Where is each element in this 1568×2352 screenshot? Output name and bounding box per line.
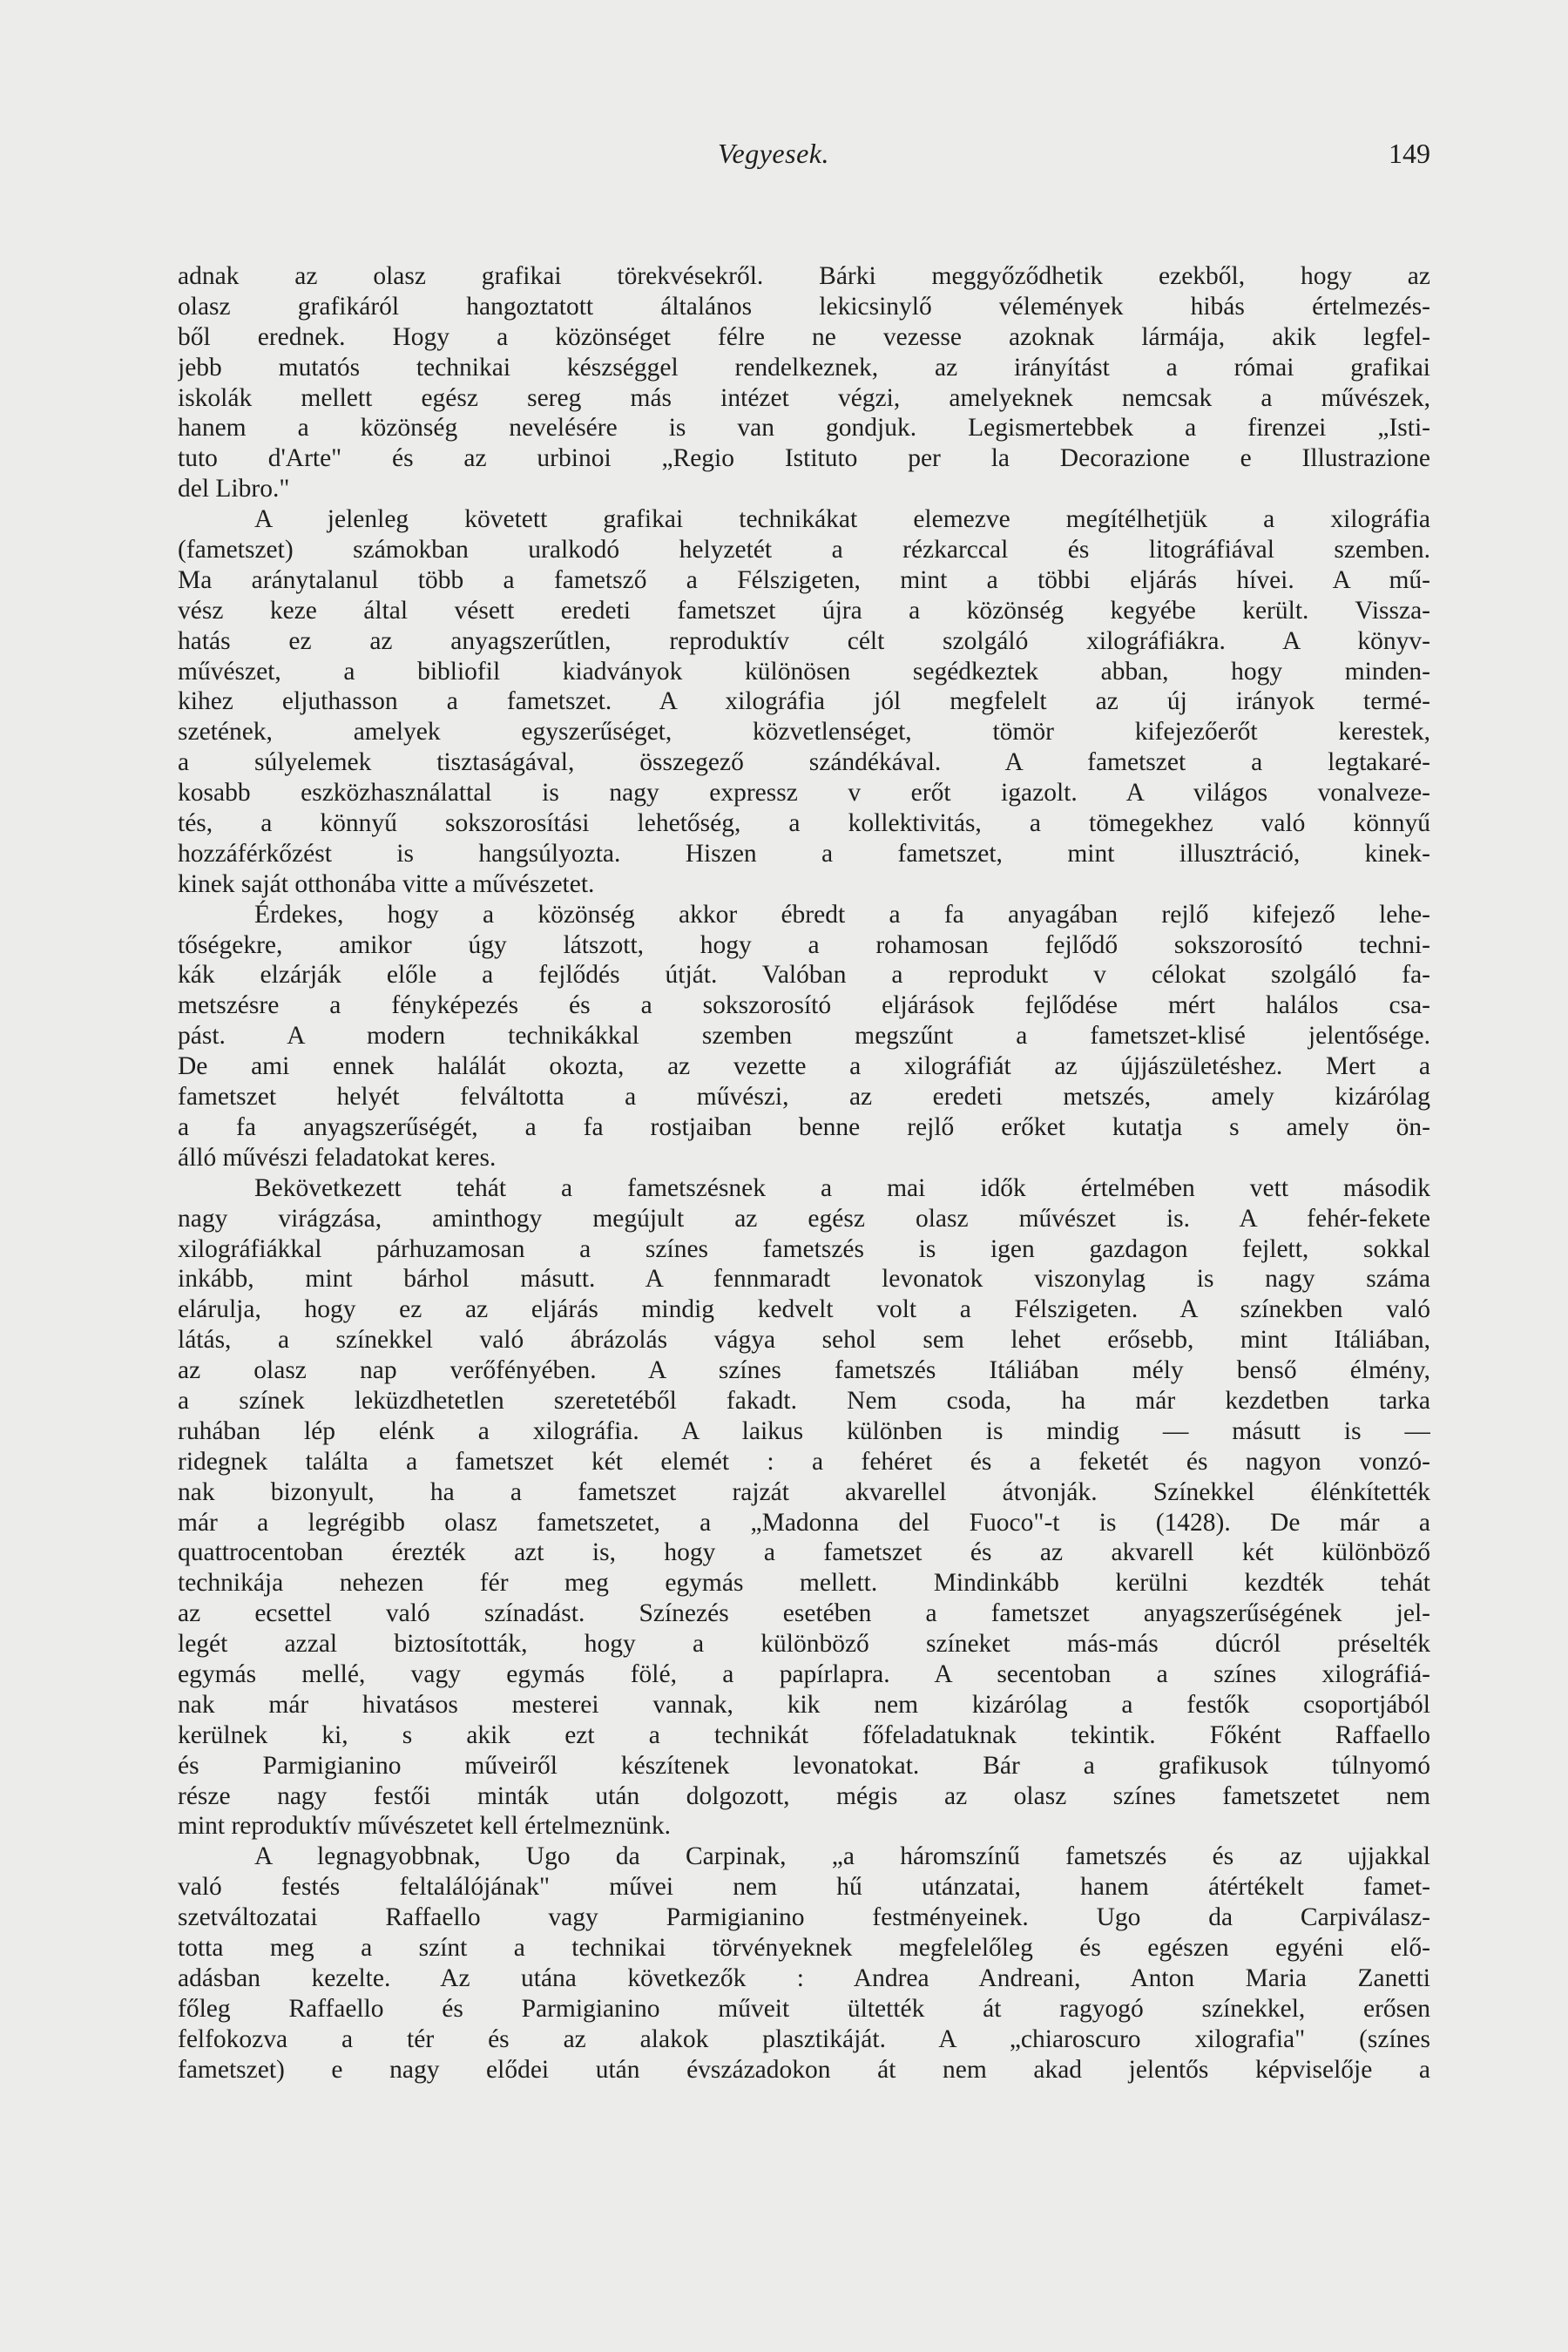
- text-line: iskolák mellett egész sereg más intézet végzi, amelyeknek nemcsak a művészek,: [178, 383, 1430, 412]
- text-line: Érdekes, hogy a közönség akkor ébredt a fa anyagában rejlő kifejező lehe-: [254, 900, 1430, 929]
- text-line: A jelenleg követett grafikai technikákat elemezve megítélhetjük a xilográfia: [254, 505, 1430, 534]
- text-line: nagy virágzása, aminthogy megújult az egész olasz művészet is. A fehér-fekete: [178, 1204, 1430, 1233]
- text-line: és Parmigianino műveiről készítenek levonatokat. Bár a grafikusok túlnyomó: [178, 1751, 1430, 1780]
- text-line: ruhában lép elénk a xilográfia. A laikus különben is mindig — másutt is —: [178, 1416, 1430, 1445]
- page-number: 149: [1389, 138, 1430, 169]
- text-line: totta meg a színt a technikai törvényeknek megfelelőleg és egészen egyéni elő-: [178, 1933, 1430, 1962]
- text-line: del Libro.": [178, 475, 290, 504]
- text-line: A legnagyobbnak, Ugo da Carpinak, „a háromszínű fametszés és az ujjakkal: [254, 1842, 1430, 1871]
- text-line: az ecsettel való színadást. Színezés esetében a fametszet anyagszerűségének jel-: [178, 1599, 1430, 1628]
- text-line: része nagy festői minták után dolgozott, mégis az olasz színes fametszetet nem: [178, 1781, 1430, 1810]
- text-line: metszésre a fényképezés és a sokszorosító eljárások fejlődése mért halálos csa-: [178, 991, 1430, 1020]
- text-line: szetének, amelyek egyszerűséget, közvetlenséget, tömör kifejezőerőt kerestek,: [178, 718, 1430, 747]
- text-line: adásban kezelte. Az utána következők : Andrea Andreani, Anton Maria Zanetti: [178, 1963, 1430, 1992]
- text-line: kihez eljuthasson a fametszet. A xilográfia jól megfelelt az új irányok termé-: [178, 687, 1430, 716]
- text-line: elárulja, hogy ez az eljárás mindig kedvelt volt a Félszigeten. A színekben való: [178, 1295, 1430, 1324]
- text-line: tuto d'Arte" és az urbinoi „Regio Istituto per la Decorazione e Illustrazione: [178, 444, 1430, 473]
- text-line: kinek saját otthonába vitte a művészetet.: [178, 869, 595, 898]
- text-line: technikája nehezen fér meg egymás mellett. Mindinkább kerülni kezdték tehát: [178, 1569, 1430, 1598]
- text-line: művészet, a bibliofil kiadványok különösen segédkeztek abban, hogy minden-: [178, 657, 1430, 686]
- text-line: a fa anyagszerűségét, a fa rostjaiban benne rejlő erőket kutatja s amely ön-: [178, 1112, 1430, 1141]
- text-line: kosabb eszközhasználattal is nagy expressz v erőt igazolt. A világos vonalveze-: [178, 779, 1430, 808]
- text-line: (fametszet) számokban uralkodó helyzetét a rézkarccal és litográfiával szemben.: [178, 536, 1430, 564]
- text-line: fametszet) e nagy elődei után évszázadokon át nem akad jelentős képviselője a: [178, 2055, 1430, 2084]
- text-line: hatás ez az anyagszerűtlen, reproduktív célt szolgáló xilográfiákra. A könyv-: [178, 626, 1430, 655]
- text-line: főleg Raffaello és Parmigianino műveit ültették át ragyogó színekkel, erősen: [178, 1994, 1430, 2023]
- text-line: legét azzal biztosították, hogy a különböző színeket más-más dúcról préselték: [178, 1630, 1430, 1659]
- text-line: Bekövetkezett tehát a fametszésnek a mai idők értelmében vett második: [254, 1173, 1430, 1202]
- text-line: hozzáférkőzést is hangsúlyozta. Hiszen a fametszet, mint illusztráció, kinek-: [178, 839, 1430, 868]
- text-line: a színek leküzdhetetlen szeretetéből fakadt. Nem csoda, ha már kezdetben tarka: [178, 1386, 1430, 1415]
- text-line: mint reproduktív művészetet kell értelmeznünk.: [178, 1812, 672, 1841]
- text-line: látás, a színekkel való ábrázolás vágya sehol sem lehet erősebb, mint Itáliában,: [178, 1326, 1430, 1355]
- body-text: [178, 261, 1430, 2085]
- text-line: xilográfiákkal párhuzamosan a színes fametszés is igen gazdagon fejlett, sokkal: [178, 1234, 1430, 1263]
- text-line: adnak az olasz grafikai törekvésekről. Bárki meggyőződhetik ezekből, hogy az: [178, 262, 1430, 290]
- text-line: nak bizonyult, ha a fametszet rajzát akvarellel átvonják. Színekkel élénkítették: [178, 1477, 1430, 1506]
- text-line: vész keze által vésett eredeti fametszet újra a közönség kegyébe került. Vissza-: [178, 596, 1430, 625]
- text-line: jebb mutatós technikai készséggel rendelkeznek, az irányítást a római grafikai: [178, 353, 1430, 382]
- text-line: ridegnek találta a fametszet két elemét : a fehéret és a feketét és nagyon vonzó-: [178, 1447, 1430, 1476]
- text-line: való festés feltalálójának" művei nem hű utánzatai, hanem átértékelt famet-: [178, 1873, 1430, 1902]
- text-line: olasz grafikáról hangoztatott általános lekicsinylő vélemények hibás értelmezés-: [178, 292, 1430, 321]
- text-line: ből erednek. Hogy a közönséget félre ne vezesse azoknak lármája, akik legfel-: [178, 322, 1430, 351]
- text-line: Ma aránytalanul több a fametsző a Félszigeten, mint a többi eljárás hívei. A mű-: [178, 565, 1430, 594]
- text-line: kák elzárják előle a fejlődés útját. Valóban a reprodukt v célokat szolgáló fa-: [178, 961, 1430, 990]
- running-head: [178, 138, 1430, 179]
- text-line: már a legrégibb olasz fametszetet, a „Madonna del Fuoco"-t is (1428). De már a: [178, 1508, 1430, 1537]
- text-line: pást. A modern technikákkal szemben megszűnt a fametszet-klisé jelentősége.: [178, 1022, 1430, 1051]
- text-line: inkább, mint bárhol másutt. A fennmaradt levonatok viszonylag is nagy száma: [178, 1265, 1430, 1294]
- text-line: az olasz nap verőfényében. A színes fametszés Itáliában mély benső élmény,: [178, 1356, 1430, 1385]
- text-line: kerülnek ki, s akik ezt a technikát főfeladatuknak tekintik. Főként Raffaello: [178, 1720, 1430, 1749]
- text-line: egymás mellé, vagy egymás fölé, a papírlapra. A secentoban a színes xilográfiá-: [178, 1659, 1430, 1688]
- text-line: De ami ennek halálát okozta, az vezette a xilográfiát az újjászületéshez. Mert a: [178, 1052, 1430, 1081]
- text-line: szetváltozatai Raffaello vagy Parmigianino festményeinek. Ugo da Carpiválasz-: [178, 1903, 1430, 1932]
- text-line: a súlyelemek tisztaságával, összegező szándékával. A fametszet a legtakaré-: [178, 748, 1430, 777]
- text-line: tés, a könnyű sokszorosítási lehetőség, a kollektivitás, a tömegekhez való könnyű: [178, 809, 1430, 838]
- text-line: hanem a közönség nevelésére is van gondjuk. Legismertebbek a firenzei „Isti-: [178, 414, 1430, 443]
- text-line: tőségekre, amikor úgy látszott, hogy a rohamosan fejlődő sokszorosító techni-: [178, 930, 1430, 959]
- text-line: fametszet helyét felváltotta a művészi, az eredeti metszés, amely kizárólag: [178, 1083, 1430, 1112]
- text-line: nak már hivatásos mesterei vannak, kik nem kizárólag a festők csoportjából: [178, 1690, 1430, 1719]
- text-line: felfokozva a tér és az alakok plasztikáját. A „chiaroscuro xilografia" (színes: [178, 2024, 1430, 2053]
- text-line: quattrocentoban érezték azt is, hogy a fametszet és az akvarell két különböző: [178, 1538, 1430, 1567]
- text-line: álló művészi feladatokat keres.: [178, 1143, 497, 1172]
- running-title: Vegyesek.: [718, 138, 829, 169]
